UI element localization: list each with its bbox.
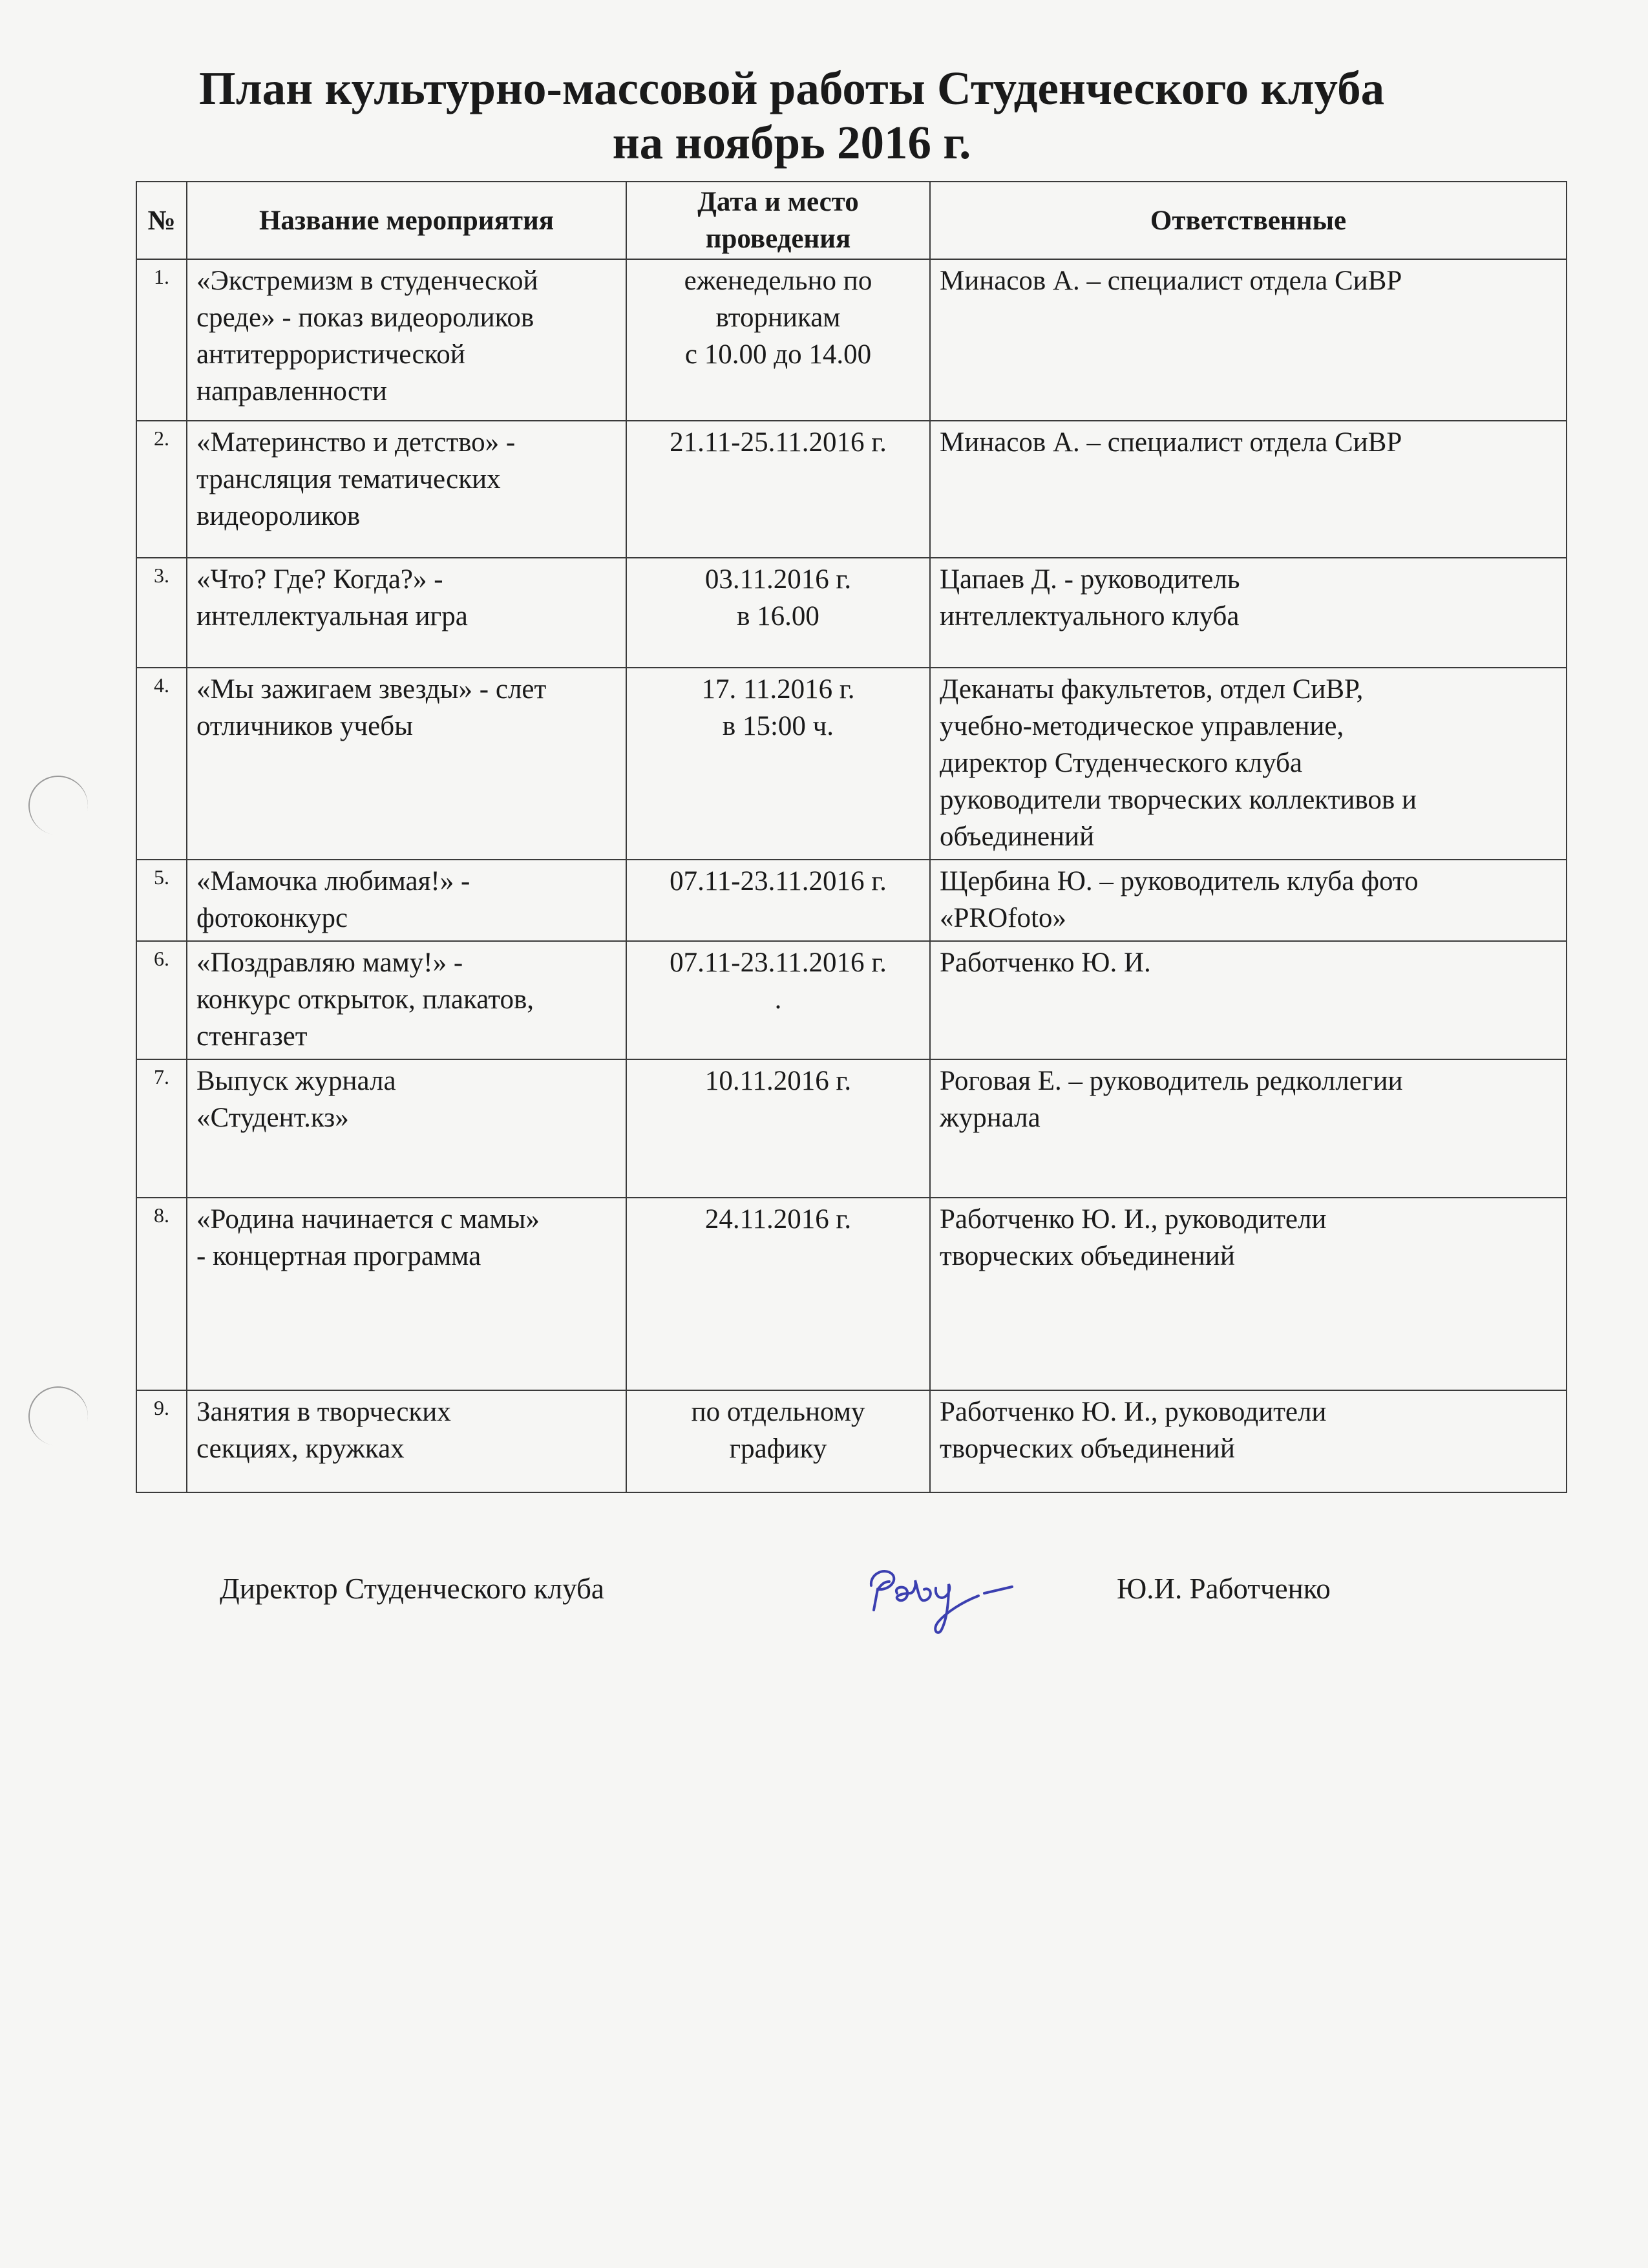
event-name-line: секциях, кружках xyxy=(196,1434,405,1464)
event-name-line: видеороликов xyxy=(196,501,361,531)
event-responsible-line: Роговая Е. – руководитель редколлегии xyxy=(940,1066,1403,1096)
row-number: 4. xyxy=(136,668,187,860)
event-date-line: еженедельно по xyxy=(684,266,872,296)
table-row xyxy=(136,860,1567,941)
event-responsible-cell xyxy=(930,1198,1567,1390)
header-date-line-2: проведения xyxy=(705,224,851,254)
header-date-line-1: Дата и место xyxy=(697,187,859,217)
table-row xyxy=(136,259,1567,421)
event-date-cell xyxy=(626,1390,930,1492)
event-name-line: Занятия в творческих xyxy=(196,1397,451,1427)
event-date-cell xyxy=(626,1059,930,1198)
event-date-cell xyxy=(626,860,930,941)
row-number: 9. xyxy=(136,1390,187,1492)
event-responsible-line: Работченко Ю. И., руководители xyxy=(940,1397,1327,1427)
header-resp: Ответственные xyxy=(930,182,1567,259)
title-line-2: на ноябрь 2016 г. xyxy=(612,116,971,169)
event-name-line: фотоконкурс xyxy=(196,903,348,933)
event-name-cell xyxy=(187,259,626,421)
event-name-cell xyxy=(187,668,626,860)
event-name-cell xyxy=(187,1198,626,1390)
event-date-line: вторникам xyxy=(715,302,841,333)
event-date-line: 17. 11.2016 г. xyxy=(701,674,855,705)
event-date-line: с 10.00 до 14.00 xyxy=(684,339,872,370)
event-date-line: 03.11.2016 г. xyxy=(704,564,852,595)
event-name-line: «Что? Где? Когда?» - xyxy=(196,564,443,595)
table-body xyxy=(136,259,1567,1492)
event-date-line: в 16.00 xyxy=(737,601,819,631)
event-name-line: «Студент.кз» xyxy=(196,1103,349,1133)
title-line-1: План культурно-массовой работы Студенческого клуба xyxy=(198,62,1385,114)
event-name-line: направленности xyxy=(196,376,387,407)
row-number: 2. xyxy=(136,421,187,558)
event-responsible-line: директор Студенческого клуба xyxy=(940,748,1303,778)
event-name-cell xyxy=(187,1390,626,1492)
event-responsible-line: Щербина Ю. – руководитель клуба фото xyxy=(940,866,1419,896)
event-name-line: конкурс открыток, плакатов, xyxy=(196,984,534,1015)
document-title xyxy=(136,61,1448,170)
event-responsible-cell xyxy=(930,259,1567,421)
row-number: 7. xyxy=(136,1059,187,1198)
event-responsible-line: Минасов А. – специалист отдела СиВР xyxy=(940,266,1402,296)
row-number: 1. xyxy=(136,259,187,421)
event-name-cell xyxy=(187,941,626,1059)
event-responsible-cell xyxy=(930,1059,1567,1198)
event-responsible-cell xyxy=(930,941,1567,1059)
event-date-line: 07.11-23.11.2016 г. xyxy=(670,866,887,896)
header-num: № xyxy=(136,182,187,259)
event-responsible-line: творческих объединений xyxy=(940,1241,1235,1271)
event-name-line: антитеррористической xyxy=(196,339,465,370)
event-name-cell xyxy=(187,558,626,668)
event-name-line: трансляция тематических xyxy=(196,464,501,494)
event-name-line: «Родина начинается с мамы» xyxy=(196,1204,540,1235)
event-date-line: 10.11.2016 г. xyxy=(704,1066,852,1096)
event-responsible-line: Работченко Ю. И. xyxy=(940,948,1151,978)
event-responsible-cell xyxy=(930,860,1567,941)
event-name-line: интеллектуальная игра xyxy=(196,601,468,631)
event-date-cell xyxy=(626,421,930,558)
event-date-cell xyxy=(626,558,930,668)
row-number: 5. xyxy=(136,860,187,941)
event-responsible-line: объединений xyxy=(940,821,1095,852)
event-name-line: «Поздравляю маму!» - xyxy=(196,948,463,978)
row-number: 6. xyxy=(136,941,187,1059)
event-date-line: графику xyxy=(729,1434,827,1464)
table-header-row xyxy=(136,182,1567,259)
event-responsible-line: Работченко Ю. И., руководители xyxy=(940,1204,1327,1235)
table-row xyxy=(136,421,1567,558)
event-date-line: в 15:00 ч. xyxy=(722,711,834,741)
event-date-line: 07.11-23.11.2016 г. xyxy=(670,948,887,978)
punch-hole-mark xyxy=(24,771,93,840)
header-date xyxy=(626,182,930,259)
event-date-line: 21.11-25.11.2016 г. xyxy=(670,427,887,458)
punch-hole-mark xyxy=(24,1382,93,1451)
event-name-cell xyxy=(187,1059,626,1198)
event-responsible-line: интеллектуального клуба xyxy=(940,601,1240,631)
event-responsible-line: Минасов А. – специалист отдела СиВР xyxy=(940,427,1402,458)
event-date-cell xyxy=(626,668,930,860)
header-name: Название мероприятия xyxy=(187,182,626,259)
event-name-cell xyxy=(187,421,626,558)
event-date-cell xyxy=(626,1198,930,1390)
event-responsible-cell xyxy=(930,421,1567,558)
event-responsible-line: учебно-методическое управление, xyxy=(940,711,1344,741)
table-row xyxy=(136,1198,1567,1390)
table-row xyxy=(136,1390,1567,1492)
event-date-cell xyxy=(626,259,930,421)
row-number: 8. xyxy=(136,1198,187,1390)
event-responsible-cell xyxy=(930,1390,1567,1492)
event-name-cell xyxy=(187,860,626,941)
handwritten-signature xyxy=(852,1548,1046,1638)
event-responsible-cell xyxy=(930,558,1567,668)
event-name-line: - концертная программа xyxy=(196,1241,481,1271)
event-responsible-line: руководители творческих коллективов и xyxy=(940,785,1417,815)
event-name-line: «Мамочка любимая!» - xyxy=(196,866,470,896)
events-table xyxy=(136,181,1567,1493)
event-date-line: 24.11.2016 г. xyxy=(704,1204,852,1235)
event-date-line: по отдельному xyxy=(691,1397,865,1427)
table-row xyxy=(136,558,1567,668)
event-name-line: стенгазет xyxy=(196,1021,308,1052)
event-responsible-cell xyxy=(930,668,1567,860)
signatory-role: Директор Студенческого клуба xyxy=(220,1573,604,1605)
event-date-cell xyxy=(626,941,930,1059)
row-number: 3. xyxy=(136,558,187,668)
event-date-line: . xyxy=(774,984,782,1015)
event-name-line: «Мы зажигаем звезды» - слет xyxy=(196,674,547,705)
event-name-line: Выпуск журнала xyxy=(196,1066,396,1096)
event-responsible-line: «PROfoto» xyxy=(940,903,1066,933)
table-row xyxy=(136,668,1567,860)
event-name-line: среде» - показ видеороликов xyxy=(196,302,534,333)
event-responsible-line: Цапаев Д. - руководитель xyxy=(940,564,1240,595)
event-name-line: «Материнство и детство» - xyxy=(196,427,516,458)
table-row xyxy=(136,941,1567,1059)
signatory-name: Ю.И. Работченко xyxy=(1117,1573,1331,1605)
table-row xyxy=(136,1059,1567,1198)
event-responsible-line: журнала xyxy=(940,1103,1041,1133)
event-responsible-line: творческих объединений xyxy=(940,1434,1235,1464)
event-name-line: «Экстремизм в студенческой xyxy=(196,266,538,296)
event-name-line: отличников учебы xyxy=(196,711,414,741)
event-responsible-line: Деканаты факультетов, отдел СиВР, xyxy=(940,674,1364,705)
